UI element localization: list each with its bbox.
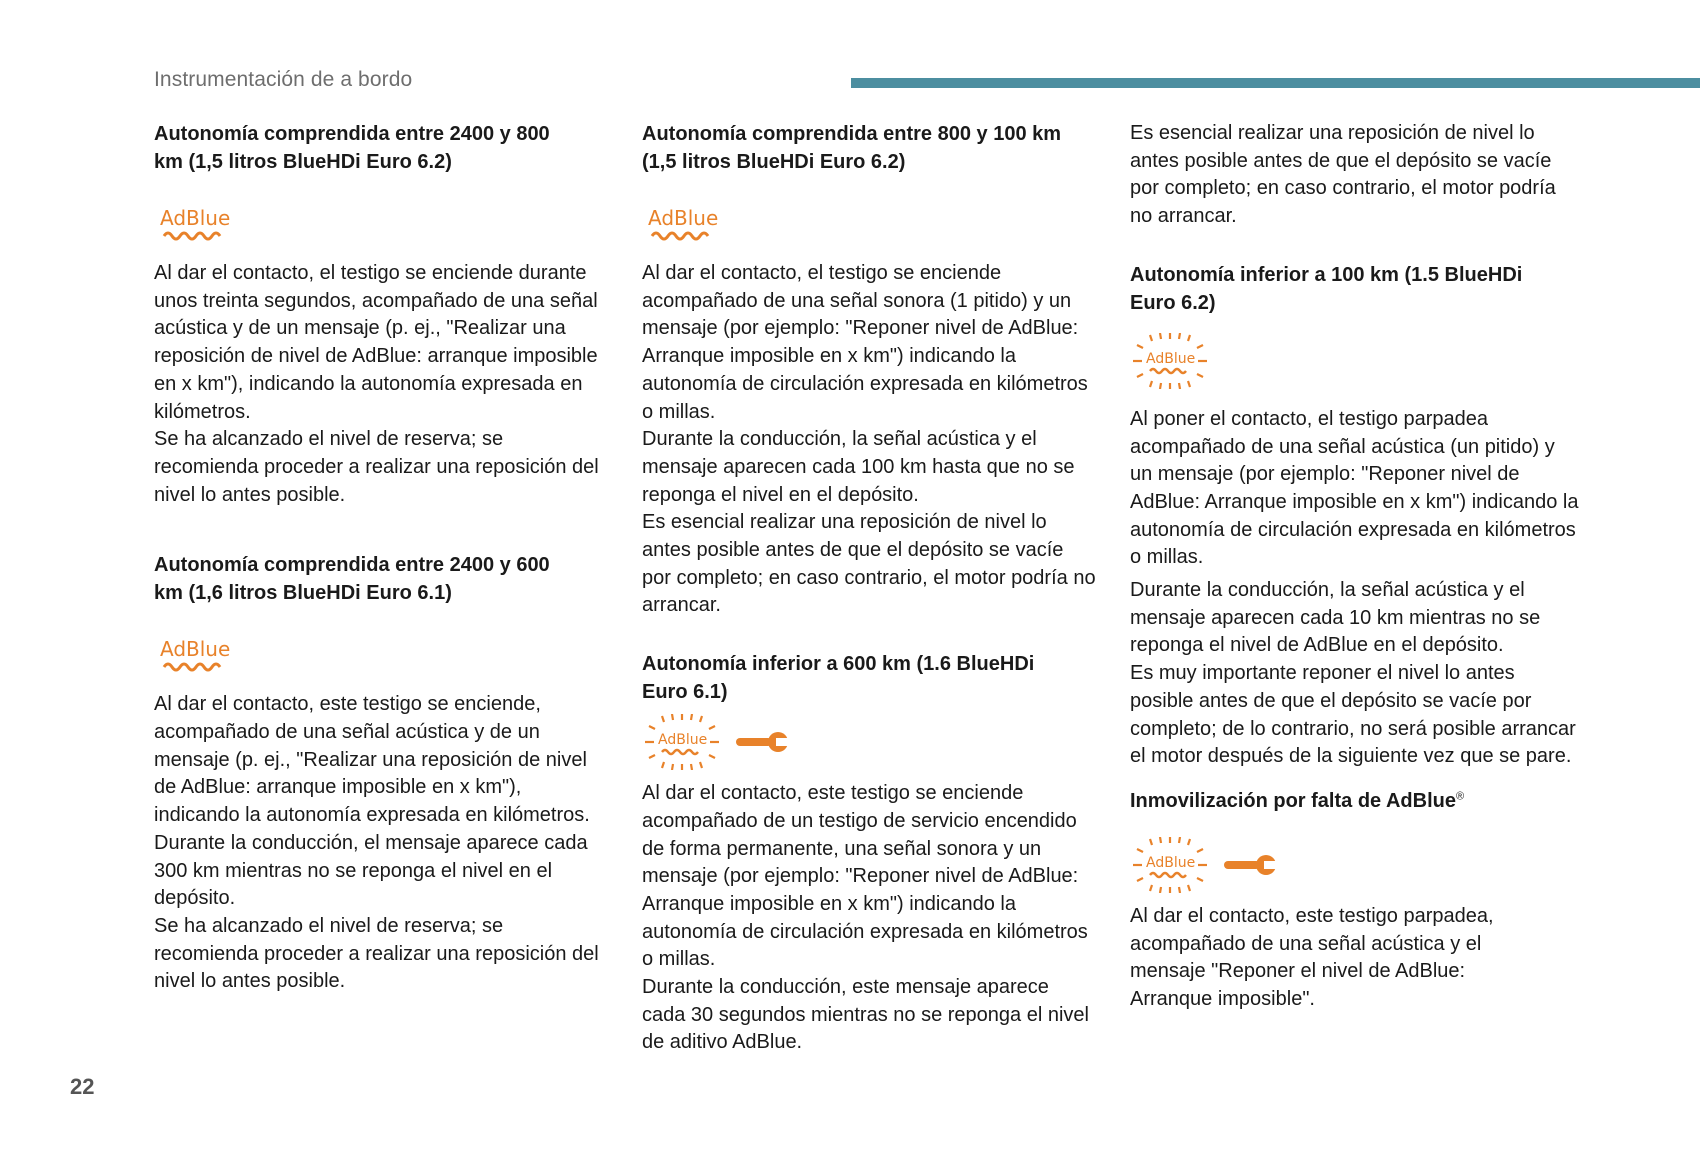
column-right: [1130, 120, 1580, 1014]
section-heading: Autonomía inferior a 100 km (1.5 BlueHDi Euro 6.2): [1130, 263, 1523, 314]
paragraph: Durante la conducción, el mensaje aparece cada 300 km mientras no se reponga el nivel en el depósito.: [154, 831, 588, 910]
paragraph: Durante la conducción, la señal acústica y el mensaje aparecen cada 100 km hasta que no se reponga el nivel en el depósito.: [642, 428, 1075, 506]
paragraph: Al poner el contacto, el testigo parpadea acompañado de una señal acústica (un pitido) y un mensaje (por ejemplo: "Reponer nivel de AdBlue: Arranque imposible en x km") indicando la autonomía de circulación expresada en kilómetros o millas.: [1130, 407, 1579, 569]
adblue-flashing-warning-icon: [1130, 333, 1210, 389]
section-heading: Autonomía inferior a 600 km (1.6 BlueHDi Euro 6.1): [642, 653, 1035, 704]
section-heading: Autonomía comprendida entre 2400 y 800 km (1,5 litros BlueHDi Euro 6.2): [154, 123, 550, 173]
paragraph: Al dar el contacto, este testigo se enciende acompañado de un testigo de servicio encendido de forma permanente, una señal sonora y un mensaje (por ejemplo: "Reponer nivel de AdBlue: Arranque imposible en x km") indicando la autonomía de circulación expresada en kilómetros o millas.: [642, 782, 1088, 971]
section-heading-text: Inmovilización por falta de AdBlue: [1130, 789, 1456, 812]
column-left: [154, 120, 604, 996]
section-heading: Autonomía comprendida entre 800 y 100 km (1,5 litros BlueHDi Euro 6.2): [642, 123, 1062, 173]
wrench-icon: [1222, 850, 1278, 880]
paragraph: Es esencial realizar una reposición de nivel lo antes posible antes de que el depósito se vacíe por completo; en caso contrario, el motor podría no arrancar.: [1130, 122, 1556, 228]
adblue-icon-label: AdBlue: [160, 206, 231, 230]
header-accent-bar: [851, 78, 1700, 88]
paragraph: Es esencial realizar una reposición de nivel lo antes posible antes de que el depósito se vacíe por completo; en caso contrario, el motor podría no arrancar.: [642, 511, 1096, 617]
section-heading: Autonomía comprendida entre 2400 y 600 km (1,6 litros BlueHDi Euro 6.1): [154, 554, 550, 605]
paragraph: Se ha alcanzado el nivel de reserva; se recomienda proceder a realizar una reposición del nivel lo antes posible.: [154, 914, 599, 993]
section-heading: [1130, 787, 1580, 815]
registered-mark: ®: [1455, 790, 1465, 803]
wrench-icon: [734, 727, 790, 757]
adblue-warning-icon: [154, 633, 234, 673]
page-section-title: Instrumentación de a bordo: [154, 68, 413, 91]
warning-icons-row: [1130, 837, 1580, 893]
paragraph: Al dar el contacto, este testigo parpadea, acompañado de una señal acústica y el mensaje "Reponer el nivel de AdBlue: Arranque imposible".: [1130, 904, 1494, 1011]
paragraph: Al dar el contacto, el testigo se enciende acompañado de una señal sonora (1 pitido) y un mensaje (por ejemplo: "Reponer nivel de AdBlue: Arranque imposible en x km") indicando la autonomía de circulación expresada en kilómetros o millas.: [642, 262, 1088, 423]
paragraph: Al dar el contacto, el testigo se enciende durante unos treinta segundos, acompañado de una señal acústica y de un mensaje (p. ej., "Realizar una reposición de nivel de AdBlue: arranque imposible en x km"), indicando la autonomía expresada en kilómetros.: [154, 262, 598, 423]
paragraph: Es muy importante reponer el nivel lo antes posible antes de que el depósito se vacíe por completo; de lo contrario, no será posible arrancar el motor después de la siguiente vez que se pare.: [1130, 662, 1576, 768]
adblue-warning-icon: [642, 202, 722, 242]
page-number: 22: [70, 1074, 95, 1099]
adblue-icon-label: AdBlue: [648, 206, 719, 230]
paragraph: Al dar el contacto, este testigo se enciende, acompañado de una señal acústica y de un mensaje (p. ej., "Realizar una reposición de nivel de AdBlue: arranque imposible en x km"), indicando la autonomía expresada en kilómetros.: [154, 693, 590, 827]
adblue-flashing-warning-icon: [642, 714, 722, 770]
adblue-icon-label: AdBlue: [160, 637, 231, 662]
paragraph: Durante la conducción, la señal acústica y el mensaje aparecen cada 10 km mientras no se reponga el nivel de AdBlue en el depósito.: [1130, 579, 1541, 657]
column-middle: [642, 120, 1097, 1057]
adblue-icon-label: AdBlue: [1146, 854, 1196, 871]
paragraph: Durante la conducción, este mensaje aparece cada 30 segundos mientras no se reponga el nivel de aditivo AdBlue.: [642, 976, 1089, 1054]
adblue-icon-label: AdBlue: [658, 732, 708, 749]
warning-icons-row: [642, 714, 1097, 770]
adblue-icon-label: AdBlue: [1146, 350, 1196, 367]
adblue-flashing-warning-icon: [1130, 837, 1210, 893]
paragraph: Se ha alcanzado el nivel de reserva; se recomienda proceder a realizar una reposición del nivel lo antes posible.: [154, 428, 599, 506]
adblue-warning-icon: [154, 202, 234, 242]
